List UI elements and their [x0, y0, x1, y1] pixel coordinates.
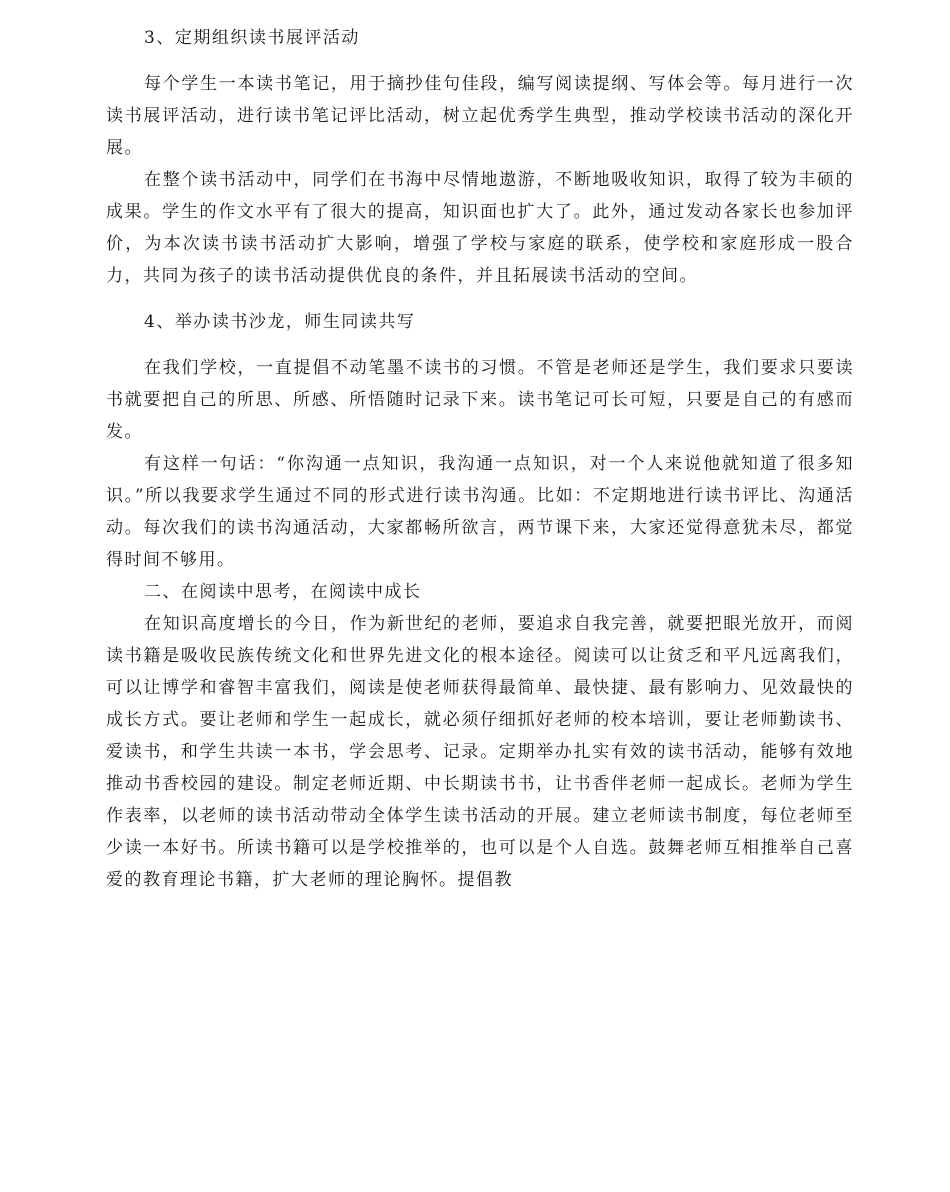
paragraph: 在整个读书活动中，同学们在书海中尽情地遨游，不断地吸收知识，取得了较为丰硕的成果。学生的作文水平有了很大的提高，知识面也扩大了。此外，通过发动各家长也参加评价，为本次读书读书活动扩大影响，增强了学校与家庭的联系，使学校和家庭形成一股合力，共同为孩子的读书活动提供优良的条件，并且拓展读书活动的空间。 [106, 170, 854, 286]
document-page [106, 22, 854, 896]
section-heading-2: 二、在阅读中思考，在阅读中成长 [144, 582, 422, 602]
paragraph: 每个学生一本读书笔记，用于摘抄佳句佳段，编写阅读提纲、写体会等。每月进行一次读书展评活动，进行读书笔记评比活动，树立起优秀学生典型，推动学校读书活动的深化开展。 [106, 74, 854, 158]
paragraph: 在我们学校，一直提倡不动笔墨不读书的习惯。不管是老师还是学生，我们要求只要读书就要把自己的所思、所感、所悟随时记录下来。读书笔记可长可短，只要是自己的有感而发。 [106, 358, 854, 442]
paragraph: 有这样一句话：“你沟通一点知识，我沟通一点知识，对一个人来说他就知道了很多知识。”所以我要求学生通过不同的形式进行读书沟通。比如：不定期地进行读书评比、沟通活动。每次我们的读书沟通活动，大家都畅所欲言，两节课下来，大家还觉得意犹未尽，都觉得时间不够用。 [106, 454, 854, 570]
paragraph: 在知识高度增长的今日，作为新世纪的老师，要追求自我完善，就要把眼光放开，而阅读书籍是吸收民族传统文化和世界先进文化的根本途径。阅读可以让贫乏和平凡远离我们，可以让博学和睿智丰富我们，阅读是使老师获得最简单、最快捷、最有影响力、见效最快的成长方式。要让老师和学生一起成长，就必须仔细抓好老师的校本培训，要让老师勤读书、爱读书，和学生共读一本书，学会思考、记录。定期举办扎实有效的读书活动，能够有效地推动书香校园的建设。制定老师近期、中长期读书书，让书香伴老师一起成长。老师为学生作表率，以老师的读书活动带动全体学生读书活动的开展。建立老师读书制度，每位老师至少读一本好书。所读书籍可以是学校推举的，也可以是个人自选。鼓舞老师互相推举自己喜爱的教育理论书籍，扩大老师的理论胸怀。提倡教 [106, 614, 854, 890]
section-heading-3: 3、定期组织读书展评活动 [144, 28, 360, 48]
section-heading-4: 4、举办读书沙龙，师生同读共写 [144, 312, 416, 332]
